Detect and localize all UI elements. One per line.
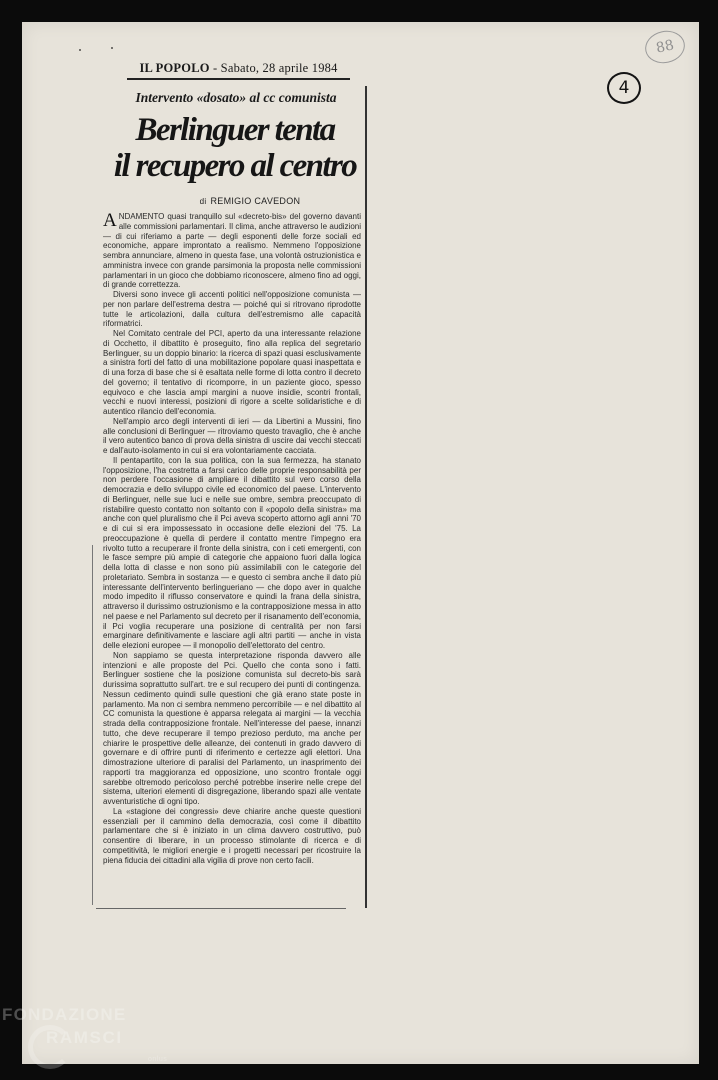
watermark-line-1: FONDAZIONE (2, 1005, 127, 1024)
pencil-number-annotation: 88 (642, 27, 688, 67)
paragraph: ANDAMENTO quasi tranquillo sul «decreto-bis» del governo davanti alle commissioni parlamentari. Il clima, anche attraverso le audizioni — di cui riferiamo a parte — degli esponenti delle forze sociali ed economiche, appare improntato a realismo. Nemmeno l'opposizione sembra annunciare, almeno in questa fase, una volontà ostruzionistica e amministra invece con grande parsimonia la proposta nelle commissioni parlamentari in un gioco che dobbiamo riconoscere, almeno fino ad oggi, di grande correttezza. (103, 210, 361, 290)
article-headline (98, 112, 372, 184)
paragraph: Non sappiamo se questa interpretazione risponda davvero alle intenzioni e alle proposte del Pci. Quello che conta sono i fatti. Berlinguer sostiene che la posizione comunista sul decreto-bis sarà durissima soprattutto sull'art. tre e sul recupero dei punti di contingenza. Nessun cedimento quindi sulle questioni che già erano state poste in parlamento. Ma non ci sembra nemmeno percorribile — e nel dibattito al CC comunista la questione è apparsa relegata ai margini — la vecchia strada della contrapposizione frontale. Nell'interesse del paese, innanzi tutto, che deve recuperare il tempo prezioso perduto, ma anche per chiarire le prospettive delle alleanze, dei contenuti in grado davvero di governare e di offrire punti di riferimento e certezze agli elettori. Una dimostrazione ulteriore di paralisi del Parlamento, un inasprimento dei rapporti tra maggioranza ed opposizione, uno scontro frontale oggi sarebbe oltremodo pericoloso perché potrebbe inserire nelle crepe del sistema, ulteriori elementi di disgregazione, liberando spazi alle ventate avventuristiche di ogni tipo. (103, 650, 361, 806)
byline-author: REMIGIO CAVEDON (210, 196, 301, 206)
watermark-line-2: RAMSCI (46, 1028, 123, 1047)
newspaper-date: Sabato, 28 aprile 1984 (220, 61, 338, 75)
article-end-rule (96, 908, 346, 909)
drop-cap: A (103, 210, 117, 231)
fondazione-gramsci-watermark (2, 1000, 202, 1080)
newspaper-header (127, 61, 350, 76)
header-separator: - (209, 61, 221, 75)
byline-prefix: di (199, 197, 207, 206)
column-rule-left (92, 545, 93, 905)
headline-line-1: Berlinguer tenta (135, 112, 335, 148)
column-rule-right (365, 86, 367, 908)
paragraph: Il pentapartito, con la sua politica, con la sua fermezza, ha stanato l'opposizione, l'ha costretta a farsi carico delle proprie responsabilità per non perdere l'occasione di ampliare il dibattito sul vero corso della democrazia e dello sviluppo civile ed economico del paese. L'intervento di Berlinguer, nelle sue luci e nelle sue ombre, sembra preoccupato di ristabilire questo contatto non soltanto con il «popolo della sinistra» ma anche con quel pluralismo che il Pci aveva scoperto attorno agli anni '70 e di cui si era impossessato in occasione delle elezioni del '75. La preoccupazione è quella di perdere il contatto mentre l'impegno era rivolto tutto a recuperare il fronte della sinistra, con i ceti emergenti, con le fasce sempre più ampie di categorie che appaiono fuori dalla logica della lotta di classe e non sono più assimilabili con le categorie del proletariato. Sembra in sostanza — e questo ci sembra anche il dato più interessante dell'intervento berlingueriano — che dopo aver in qualche modo impedito il riflusso conservatore e quindi la frana della sinistra, attraverso il durissimo ostruzionismo e la contrapposizione messa in atto nel paese e nel Parlamento sul decreto per il risanamento dell'economia, il Pci voglia recuperare una posizione di centralità per non farsi emarginare definitivamente e lasciare agli altri partiti — anche in vista delle elezioni europee — il monopolio dell'elettorato del centro. (103, 455, 361, 650)
paragraph: Diversi sono invece gli accenti politici nell'opposizione comunista — per non parlare dell'estrema destra — poiché qui si ritrovano riprodotte tutte le articolazioni, dalla cultura dell'estremismo alle capacità riformatrici. (103, 290, 361, 329)
header-rule (127, 78, 350, 80)
paragraph: Nell'ampio arco degli interventi di ieri — da Libertini a Mussini, fino alle conclusioni di Berlinguer — ritroviamo questo travaglio, che è anche il vero autentico banco di prova della sinistra di uscire dai vecchi steccati e dall'auto-isolamento in cui si era volontariamente cacciata. (103, 416, 361, 455)
newspaper-name: IL POPOLO (139, 61, 210, 75)
paragraph: La «stagione dei congressi» deve chiarire anche queste questioni essenziali per il cammino della democrazia, così come il dibattito parlamentare che si è iniziato in un clima davvero costruttivo, può consentire di liberare, in un processo stimolante di ricerca e di competitività, le migliori energie e i progetti necessari per ricostruire la piena fiducia dei cittadini alla vigilia di prove non certo facili. (103, 806, 361, 865)
watermark-line-3: onlus (148, 1056, 168, 1063)
article-kicker: Intervento «dosato» al cc comunista (135, 90, 337, 105)
paragraph: Nel Comitato centrale del PCI, aperto da una interessante relazione di Occhetto, il dibattito è proseguito, fino alla replica del segretario Berlinguer, su un doppio binario: la ricerca di spazi quasi esclusivamente a sinistra forti del fatto di una mobilitazione popolare quasi inaspettata e di una forza di base che si è esaltata nelle forme di lotta contro il decreto del governo; il tentativo di ricomporre, in un paziente gioco, spesso equivoco e che lascia ampi margini a nuove insidie, scontri frontali, vecchi e nuovi interessi, posizioni di rigore a scelte solidaristiche e di autentico rilancio dell'economia. (103, 329, 361, 416)
article-byline (130, 196, 370, 206)
circled-number-annotation: 4 (607, 72, 641, 104)
headline-line-2: il recupero al centro (113, 148, 357, 184)
article-body (103, 212, 361, 865)
punch-marks (78, 44, 118, 54)
